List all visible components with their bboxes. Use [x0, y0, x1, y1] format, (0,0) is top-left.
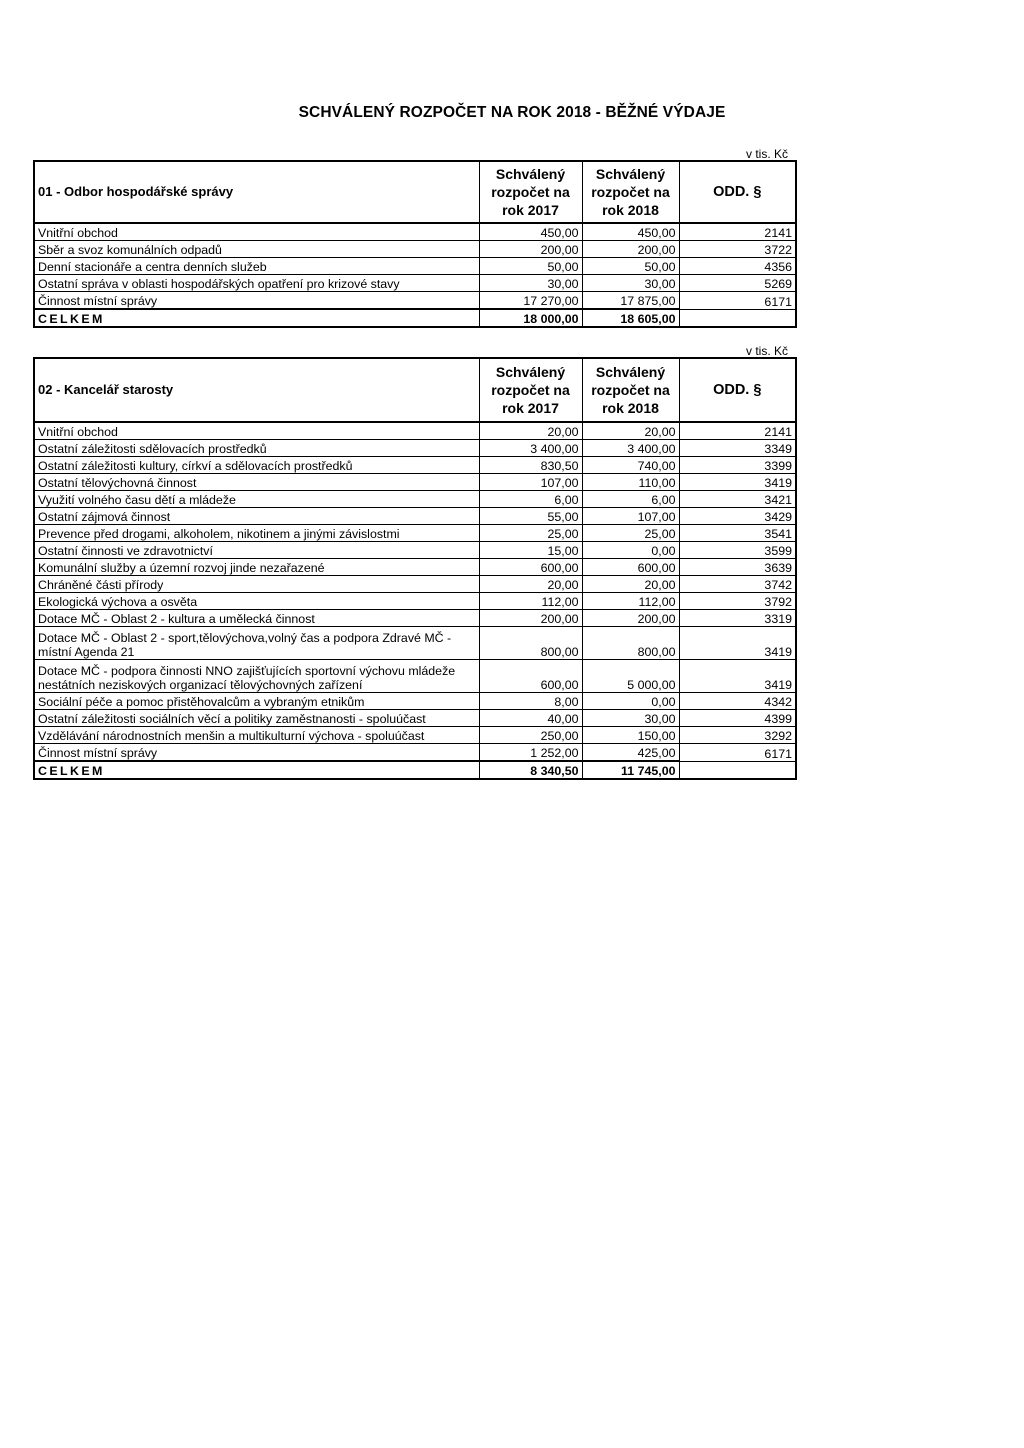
row-value-2017: 200,00 — [479, 241, 582, 258]
row-odd: 2141 — [679, 422, 796, 440]
row-value-2017: 50,00 — [479, 258, 582, 275]
row-value-2018: 112,00 — [582, 593, 679, 610]
row-odd: 4356 — [679, 258, 796, 275]
table-row — [34, 491, 796, 508]
table-row — [34, 610, 796, 627]
row-name: Ostatní záležitosti sdělovacích prostředků — [34, 440, 479, 457]
row-value-2018: 0,00 — [582, 693, 679, 710]
row-value-2018: 110,00 — [582, 474, 679, 491]
row-odd: 5269 — [679, 275, 796, 292]
row-odd: 3639 — [679, 559, 796, 576]
row-value-2017: 6,00 — [479, 491, 582, 508]
row-value-2018: 0,00 — [582, 542, 679, 559]
row-odd: 3419 — [679, 660, 796, 693]
row-value-2018: 30,00 — [582, 710, 679, 727]
table-row — [34, 660, 796, 693]
row-name: Ostatní správa v oblasti hospodářských opatření pro krizové stavy — [34, 275, 479, 292]
table-row — [34, 241, 796, 258]
column-header-2018: Schválený rozpočet na rok 2018 — [582, 358, 679, 422]
row-value-2018: 450,00 — [582, 223, 679, 241]
row-odd: 3419 — [679, 627, 796, 660]
row-value-2018: 740,00 — [582, 457, 679, 474]
total-2018: 11 745,00 — [582, 761, 679, 779]
row-value-2018: 150,00 — [582, 727, 679, 744]
row-value-2017: 3 400,00 — [479, 440, 582, 457]
row-name: Ekologická výchova a osvěta — [34, 593, 479, 610]
page-title: SCHVÁLENÝ ROZPOČET NA ROK 2018 - BĚŽNÉ VÝDAJE — [298, 104, 726, 121]
table-row — [34, 542, 796, 559]
table-row — [34, 559, 796, 576]
total-row — [34, 761, 796, 779]
row-name: Dotace MČ - Oblast 2 - sport,tělovýchova,volný čas a podpora Zdravé MČ - místní Agenda 21 — [34, 627, 479, 660]
table-row — [34, 525, 796, 542]
row-odd: 6171 — [679, 292, 796, 310]
row-name: Komunální služby a územní rozvoj jinde nezařazené — [34, 559, 479, 576]
row-value-2017: 600,00 — [479, 559, 582, 576]
row-value-2018: 800,00 — [582, 627, 679, 660]
row-name: Vnitřní obchod — [34, 422, 479, 440]
total-2017: 18 000,00 — [479, 309, 582, 327]
total-2018: 18 605,00 — [582, 309, 679, 327]
table-row — [34, 275, 796, 292]
row-value-2018: 17 875,00 — [582, 292, 679, 310]
unit-label: v tis. Kč — [745, 344, 788, 358]
table-row — [34, 422, 796, 440]
row-value-2018: 25,00 — [582, 525, 679, 542]
row-value-2018: 20,00 — [582, 422, 679, 440]
budget-table — [33, 357, 797, 780]
row-name: Denní stacionáře a centra denních služeb — [34, 258, 479, 275]
table-row — [34, 627, 796, 660]
table-row — [34, 474, 796, 491]
row-value-2017: 40,00 — [479, 710, 582, 727]
column-header-2018: Schválený rozpočet na rok 2018 — [582, 161, 679, 223]
row-value-2018: 600,00 — [582, 559, 679, 576]
total-row — [34, 309, 796, 327]
budget-table — [33, 160, 797, 328]
row-name: Využití volného času dětí a mládeže — [34, 491, 479, 508]
table-row — [34, 292, 796, 310]
column-header-odd: ODD. § — [679, 161, 796, 223]
row-value-2017: 8,00 — [479, 693, 582, 710]
row-odd: 3429 — [679, 508, 796, 525]
total-label: CELKEM — [34, 761, 479, 779]
row-odd: 3319 — [679, 610, 796, 627]
row-value-2017: 17 270,00 — [479, 292, 582, 310]
row-value-2017: 800,00 — [479, 627, 582, 660]
row-value-2018: 50,00 — [582, 258, 679, 275]
table-row — [34, 593, 796, 610]
table-row — [34, 223, 796, 241]
column-header-2017: Schválený rozpočet na rok 2017 — [479, 358, 582, 422]
row-value-2017: 1 252,00 — [479, 744, 582, 762]
row-name: Ostatní záležitosti kultury, církví a sdělovacích prostředků — [34, 457, 479, 474]
table-row — [34, 693, 796, 710]
row-value-2018: 3 400,00 — [582, 440, 679, 457]
row-name: Sběr a svoz komunálních odpadů — [34, 241, 479, 258]
row-value-2017: 20,00 — [479, 422, 582, 440]
row-value-2017: 830,50 — [479, 457, 582, 474]
section-name: 02 - Kancelář starosty — [34, 358, 479, 422]
row-value-2017: 450,00 — [479, 223, 582, 241]
row-value-2018: 200,00 — [582, 610, 679, 627]
table-row — [34, 744, 796, 762]
row-name: Činnost místní správy — [34, 744, 479, 762]
row-odd: 3349 — [679, 440, 796, 457]
row-odd: 4342 — [679, 693, 796, 710]
row-odd: 3399 — [679, 457, 796, 474]
row-value-2017: 200,00 — [479, 610, 582, 627]
row-value-2017: 55,00 — [479, 508, 582, 525]
row-name: Vnitřní obchod — [34, 223, 479, 241]
row-value-2018: 200,00 — [582, 241, 679, 258]
table-row — [34, 576, 796, 593]
row-value-2017: 20,00 — [479, 576, 582, 593]
row-odd: 3792 — [679, 593, 796, 610]
row-odd: 3541 — [679, 525, 796, 542]
row-odd: 6171 — [679, 744, 796, 762]
row-odd: 2141 — [679, 223, 796, 241]
table-row — [34, 258, 796, 275]
row-odd: 3421 — [679, 491, 796, 508]
row-value-2017: 107,00 — [479, 474, 582, 491]
table-row — [34, 440, 796, 457]
column-header-odd: ODD. § — [679, 358, 796, 422]
table-row — [34, 727, 796, 744]
row-value-2017: 112,00 — [479, 593, 582, 610]
row-value-2017: 600,00 — [479, 660, 582, 693]
row-value-2018: 20,00 — [582, 576, 679, 593]
row-name: Prevence před drogami, alkoholem, nikotinem a jinými závislostmi — [34, 525, 479, 542]
row-name: Chráněné části přírody — [34, 576, 479, 593]
row-name: Ostatní záležitosti sociálních věcí a politiky zaměstnanosti - spoluúčast — [34, 710, 479, 727]
row-value-2018: 30,00 — [582, 275, 679, 292]
row-odd: 3419 — [679, 474, 796, 491]
row-value-2018: 6,00 — [582, 491, 679, 508]
row-value-2018: 5 000,00 — [582, 660, 679, 693]
row-value-2017: 25,00 — [479, 525, 582, 542]
total-2017: 8 340,50 — [479, 761, 582, 779]
row-name: Činnost místní správy — [34, 292, 479, 310]
row-name: Ostatní zájmová činnost — [34, 508, 479, 525]
row-value-2018: 425,00 — [582, 744, 679, 762]
row-value-2017: 15,00 — [479, 542, 582, 559]
row-odd: 3292 — [679, 727, 796, 744]
table-row — [34, 508, 796, 525]
row-odd: 3599 — [679, 542, 796, 559]
row-value-2018: 107,00 — [582, 508, 679, 525]
column-header-2017: Schválený rozpočet na rok 2017 — [479, 161, 582, 223]
table-row — [34, 457, 796, 474]
row-odd: 3742 — [679, 576, 796, 593]
row-name: Sociální péče a pomoc přistěhovalcům a vybraným etnikům — [34, 693, 479, 710]
row-name: Ostatní činnosti ve zdravotnictví — [34, 542, 479, 559]
row-name: Ostatní tělovýchovná činnost — [34, 474, 479, 491]
table-row — [34, 710, 796, 727]
unit-label: v tis. Kč — [745, 147, 788, 161]
row-name: Vzdělávání národnostních menšin a multikulturní výchova - spoluúčast — [34, 727, 479, 744]
row-odd: 4399 — [679, 710, 796, 727]
total-label: CELKEM — [34, 309, 479, 327]
row-odd: 3722 — [679, 241, 796, 258]
row-name: Dotace MČ - Oblast 2 - kultura a umělecká činnost — [34, 610, 479, 627]
row-value-2017: 250,00 — [479, 727, 582, 744]
row-name: Dotace MČ - podpora činnosti NNO zajišťujících sportovní výchovu mládeže nestátních neziskových organizací tělovýchovných zařízení — [34, 660, 479, 693]
row-value-2017: 30,00 — [479, 275, 582, 292]
section-name: 01 - Odbor hospodářské správy — [34, 161, 479, 223]
